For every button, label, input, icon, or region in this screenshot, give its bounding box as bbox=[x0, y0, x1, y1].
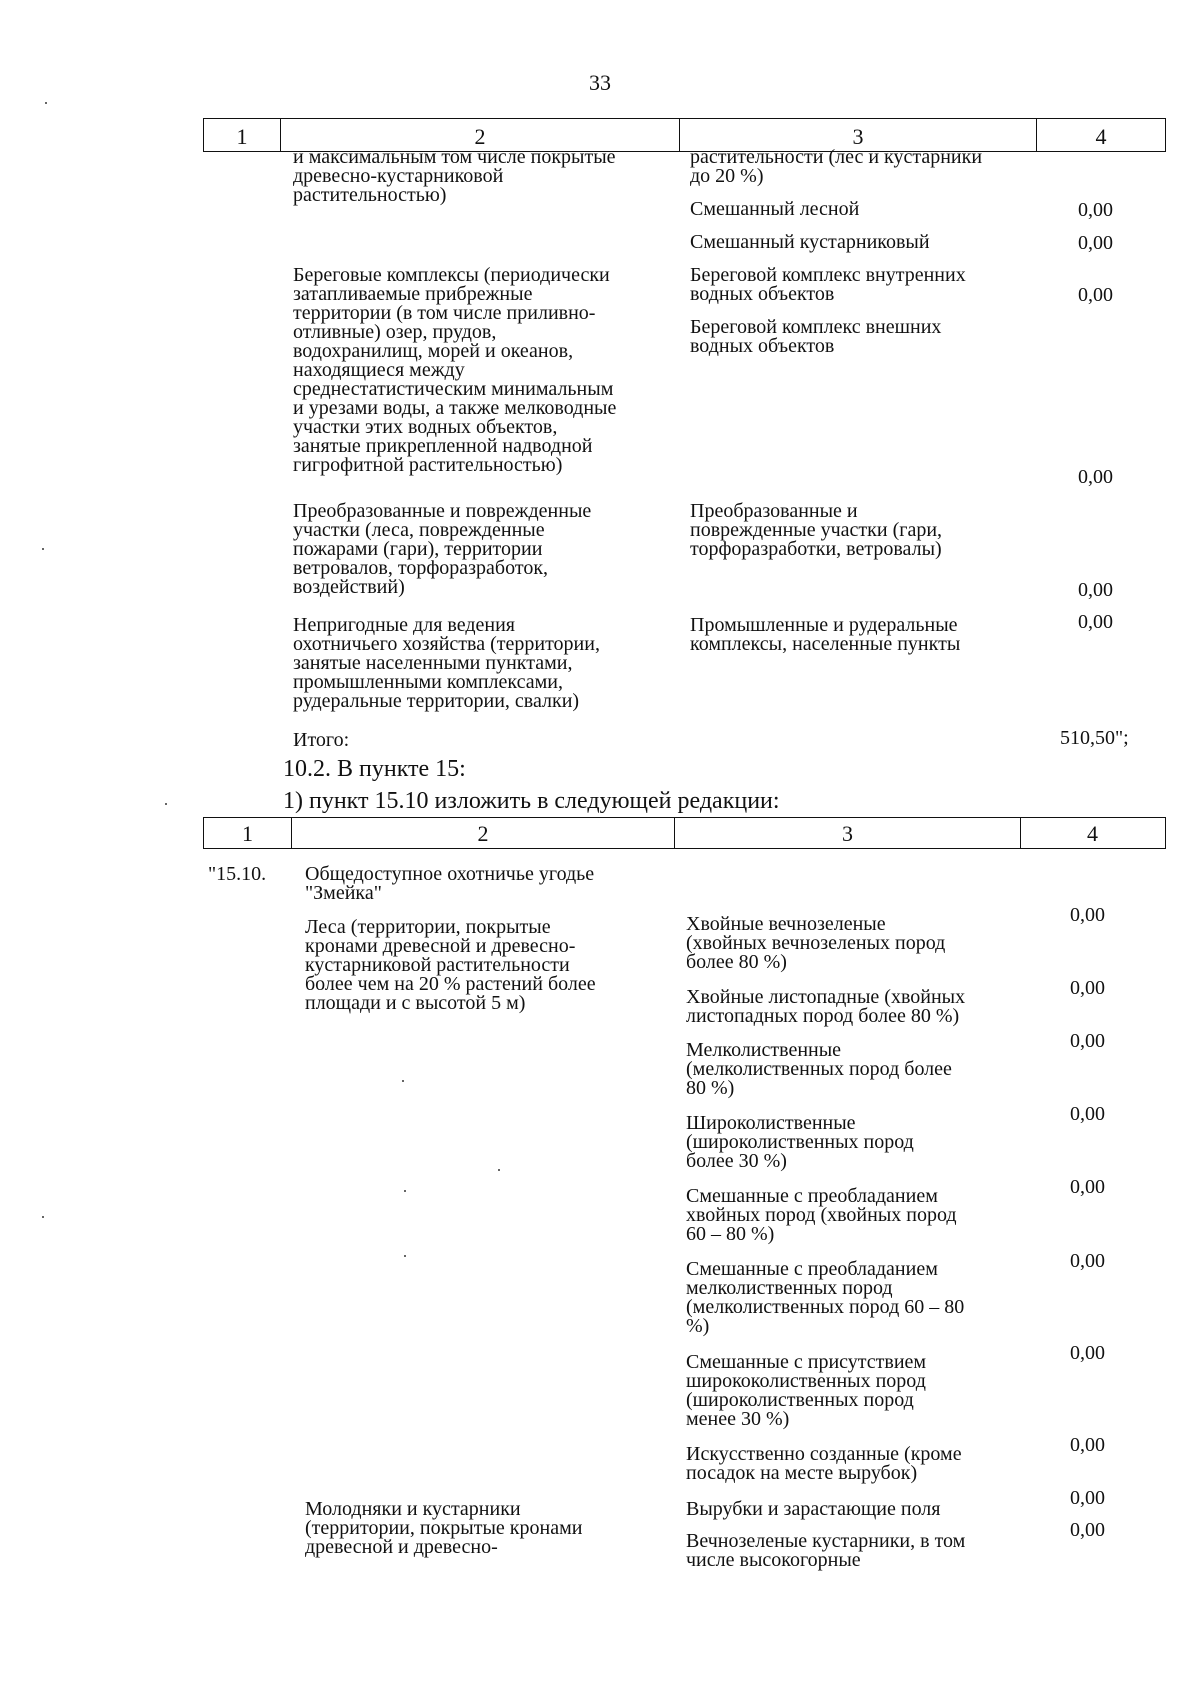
table1-row7-col4: 0,00 bbox=[1078, 611, 1113, 633]
table2-row9-col3: Вырубки и зарастающие поля bbox=[686, 1498, 941, 1520]
table2-item-number: "15.10. bbox=[208, 863, 267, 885]
table2-row10-col3: Вечнозеленые кустарники, в том числе высокогорные bbox=[686, 1530, 966, 1571]
table2-row2-col4: 0,00 bbox=[1070, 977, 1105, 999]
table2-row2-col3: Хвойные листопадные (хвойных листопадных пород более 80 %) bbox=[686, 986, 966, 1027]
scan-speck bbox=[165, 803, 167, 805]
table2-item-title: Общедоступное охотничье угодье "Змейка" bbox=[305, 863, 595, 904]
table2-row7-col4: 0,00 bbox=[1070, 1342, 1105, 1364]
scan-speck bbox=[42, 1216, 44, 1218]
table2-row5-col4: 0,00 bbox=[1070, 1176, 1105, 1198]
table2-header-col1: 1 bbox=[204, 818, 292, 848]
table2-row3-col3: Мелколиственные (мелколиственных пород более 80 %) bbox=[686, 1039, 952, 1099]
table1-row4-col3: Береговой комплекс внутренних водных объектов bbox=[690, 264, 966, 305]
table2-header bbox=[203, 817, 1166, 849]
table2-header-col4: 4 bbox=[1087, 821, 1098, 846]
table1-row4-col2: Береговые комплексы (периодически затапливаемые прибрежные территории (в том числе приливно- отливные) озер, прудов, водохранилищ, морей и океанов, находящиеся между среднестатистическим минимальным и урезами воды, а также мелководные участки этих водных объектов, занятые прикрепленной надводной гигрофитной растительностью) bbox=[293, 264, 617, 476]
table2-row10-col4: 0,00 bbox=[1070, 1519, 1105, 1541]
table2-row6-col3: Смешанные с преобладанием мелколиственных пород (мелколиственных пород 60 – 80 %) bbox=[686, 1258, 965, 1337]
table2-row8-col3: Искусственно созданные (кроме посадок на месте вырубок) bbox=[686, 1443, 962, 1484]
table1-total-value: 510,50"; bbox=[1060, 727, 1129, 749]
table2-group-young-growth: Молодняки и кустарники (территории, покрытые кронами древесной и древесно- bbox=[305, 1498, 583, 1558]
scan-speck bbox=[45, 102, 47, 104]
table1-row7-col3: Промышленные и рудеральные комплексы, населенные пункты bbox=[690, 614, 961, 655]
paragraph-10-2: 10.2. В пункте 15: bbox=[283, 756, 466, 782]
table2-row6-col4: 0,00 bbox=[1070, 1250, 1105, 1272]
table2-row3-col4: 0,00 bbox=[1070, 1030, 1105, 1052]
table1-row1-col2: и максимальным том числе покрытые древесно-кустарниковой растительностью) bbox=[293, 146, 616, 206]
table1-row5-col4: 0,00 bbox=[1078, 466, 1113, 488]
table2-row7-col3: Смешанные с присутствием ширококолиственных пород (широколиственных пород менее 30 %) bbox=[686, 1351, 927, 1430]
table2-group-forests: Леса (территории, покрытые кронами древесной и древесно- кустарниковой растительности более чем на 20 % растений более площади и с высотой 5 м) bbox=[305, 916, 596, 1014]
table1-row6-col3: Преобразованные и поврежденные участки (гари, торфоразработки, ветровалы) bbox=[690, 500, 943, 560]
table1-header-col2: 2 bbox=[281, 119, 680, 151]
table2-row8-col4: 0,00 bbox=[1070, 1434, 1105, 1456]
scan-speck bbox=[404, 1255, 406, 1257]
table1-row1-col3: растительности (лес и кустарники до 20 %) bbox=[690, 146, 983, 187]
table2-row5-col3: Смешанные с преобладанием хвойных пород (хвойных пород 60 – 80 %) bbox=[686, 1185, 957, 1245]
table1-row7-col2: Непригодные для ведения охотничьего хозяйства (территории, занятые населенными пунктами, промышленными комплексами, рудеральные территории, свалки) bbox=[293, 614, 600, 712]
table1-row5-col3: Береговой комплекс внешних водных объектов bbox=[690, 316, 942, 357]
scan-speck bbox=[404, 1190, 406, 1192]
table1-total-label: Итого: bbox=[293, 729, 350, 751]
table1-row3-col4: 0,00 bbox=[1078, 232, 1113, 254]
table2-header-col3: 3 bbox=[675, 818, 1021, 848]
table2-row9-col4: 0,00 bbox=[1070, 1487, 1105, 1509]
table1-header-col3: 3 bbox=[680, 119, 1037, 151]
table2-header-col2: 2 bbox=[292, 818, 675, 848]
table1-row2-col3: Смешанный лесной bbox=[690, 198, 860, 220]
table1-header-col1: 1 bbox=[204, 119, 281, 151]
scan-speck bbox=[42, 548, 44, 550]
table1-row4-col4: 0,00 bbox=[1078, 284, 1113, 306]
table1-row3-col3: Смешанный кустарниковый bbox=[690, 231, 930, 253]
table2-row1-col4: 0,00 bbox=[1070, 904, 1105, 926]
scan-speck bbox=[402, 1080, 404, 1082]
scan-speck bbox=[498, 1169, 500, 1171]
page-number: 33 bbox=[589, 70, 611, 95]
paragraph-item-1: 1) пункт 15.10 изложить в следующей редакции: bbox=[283, 788, 780, 814]
table1-row6-col4: 0,00 bbox=[1078, 579, 1113, 601]
table1-row2-col4: 0,00 bbox=[1078, 199, 1113, 221]
table2-row1-col3: Хвойные вечнозеленые (хвойных вечнозеленых пород более 80 %) bbox=[686, 913, 946, 973]
table1-header-col4: 4 bbox=[1095, 124, 1107, 149]
table2-row4-col3: Широколиственные (широколиственных пород более 30 %) bbox=[686, 1112, 914, 1172]
table1-row6-col2: Преобразованные и поврежденные участки (леса, поврежденные пожарами (гари), территории ветровалов, торфоразработок, воздействий) bbox=[293, 500, 592, 598]
table2-row4-col4: 0,00 bbox=[1070, 1103, 1105, 1125]
